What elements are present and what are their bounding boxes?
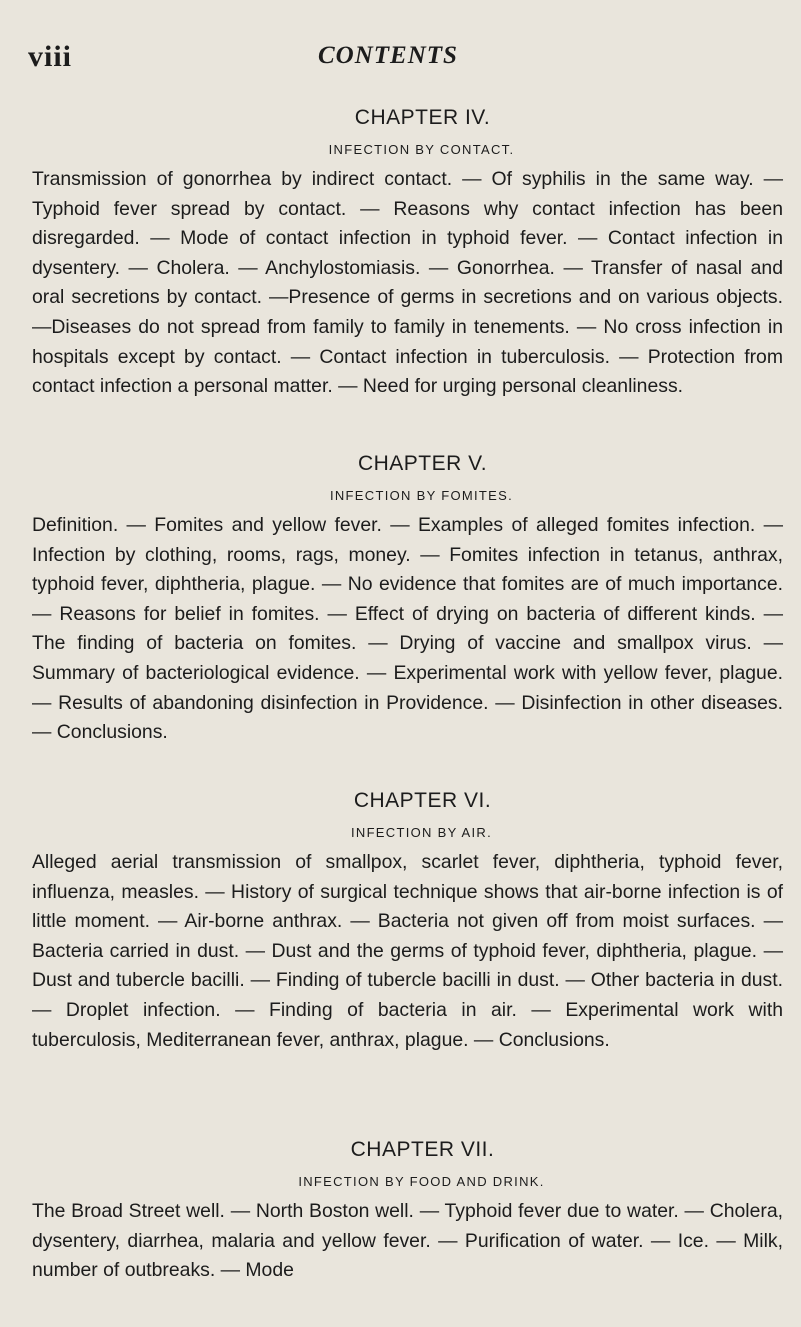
running-head xyxy=(28,40,773,84)
chapter-subtitle: INFECTION BY CONTACT. xyxy=(328,142,515,157)
chapter-title: CHAPTER V. xyxy=(357,452,488,475)
chapter-vii xyxy=(32,1138,783,1286)
chapter-title: CHAPTER IV. xyxy=(354,106,491,129)
chapter-summary: Alleged aerial transmission of smallpox, scarlet fever, diphtheria, typhoid fever, influenza, measles. — History of surgical technique shows that air-borne infection is of little moment. — Air-borne anthrax. — Bacteria not given off from moist surfaces. — Bacteria carried in dust. — Dust and the germs of typhoid fever, diphtheria, plague. — Dust and tubercle bacilli. — Finding of tubercle bacilli in dust. — Other bacteria in dust. — Droplet infection. — Finding of bacteria in air. — Experimental work with tuberculosis, Mediterranean fever, anthrax, plague. — Conclusions. xyxy=(32,851,783,1051)
chapter-subtitle: INFECTION BY FOMITES. xyxy=(329,488,514,503)
chapter-iv xyxy=(32,106,783,402)
chapter-subtitle: INFECTION BY FOOD AND DRINK. xyxy=(298,1174,545,1189)
chapter-summary: Transmission of gonorrhea by indirect contact. — Of syphilis in the same way. — Typhoid fever spread by contact. — Reasons why contact infection has been disregarded. — Mode of contact infection in typhoid fever. — Contact infection in dysentery. — Cholera. — Anchylostomiasis. — Gonorrhea. — Transfer of nasal and oral secretions by contact. —Presence of germs in secretions and on various objects.—Diseases do not spread from family to family in tenements. — No cross infection in hospitals except by contact. — Contact infection in tuberculosis. — Protection from contact infection a personal matter. — Need for urging personal cleanliness. xyxy=(32,168,783,398)
page-number: viii xyxy=(28,40,73,73)
chapter-title: CHAPTER VI. xyxy=(353,789,492,812)
chapter-v xyxy=(32,452,783,748)
chapter-vi xyxy=(32,789,783,1055)
running-title: CONTENTS xyxy=(318,42,458,69)
chapter-subtitle: INFECTION BY AIR. xyxy=(350,825,493,840)
chapter-summary: Definition. — Fomites and yellow fever. — Examples of alleged fomites infection. — Infection by clothing, rooms, rags, money. — Fomites infection in tetanus, anthrax, typhoid fever, diphtheria, plague. — No evidence that fomites are of much importance. — Reasons for belief in fomites. — Effect of drying on bacteria of different kinds. — The finding of bacteria on fomites. — Drying of vaccine and smallpox virus. — Summary of bacteriological evidence. — Experimental work with yellow fever, plague. — Results of abandoning disinfection in Providence. — Disinfection in other diseases. — Conclusions. xyxy=(32,514,783,744)
chapter-summary: The Broad Street well. — North Boston well. — Typhoid fever due to water. — Cholera, dysentery, diarrhea, malaria and yellow fever. — Purification of water. — Ice. — Milk, number of outbreaks. — Mode xyxy=(32,1200,783,1282)
chapter-title: CHAPTER VII. xyxy=(350,1138,495,1161)
